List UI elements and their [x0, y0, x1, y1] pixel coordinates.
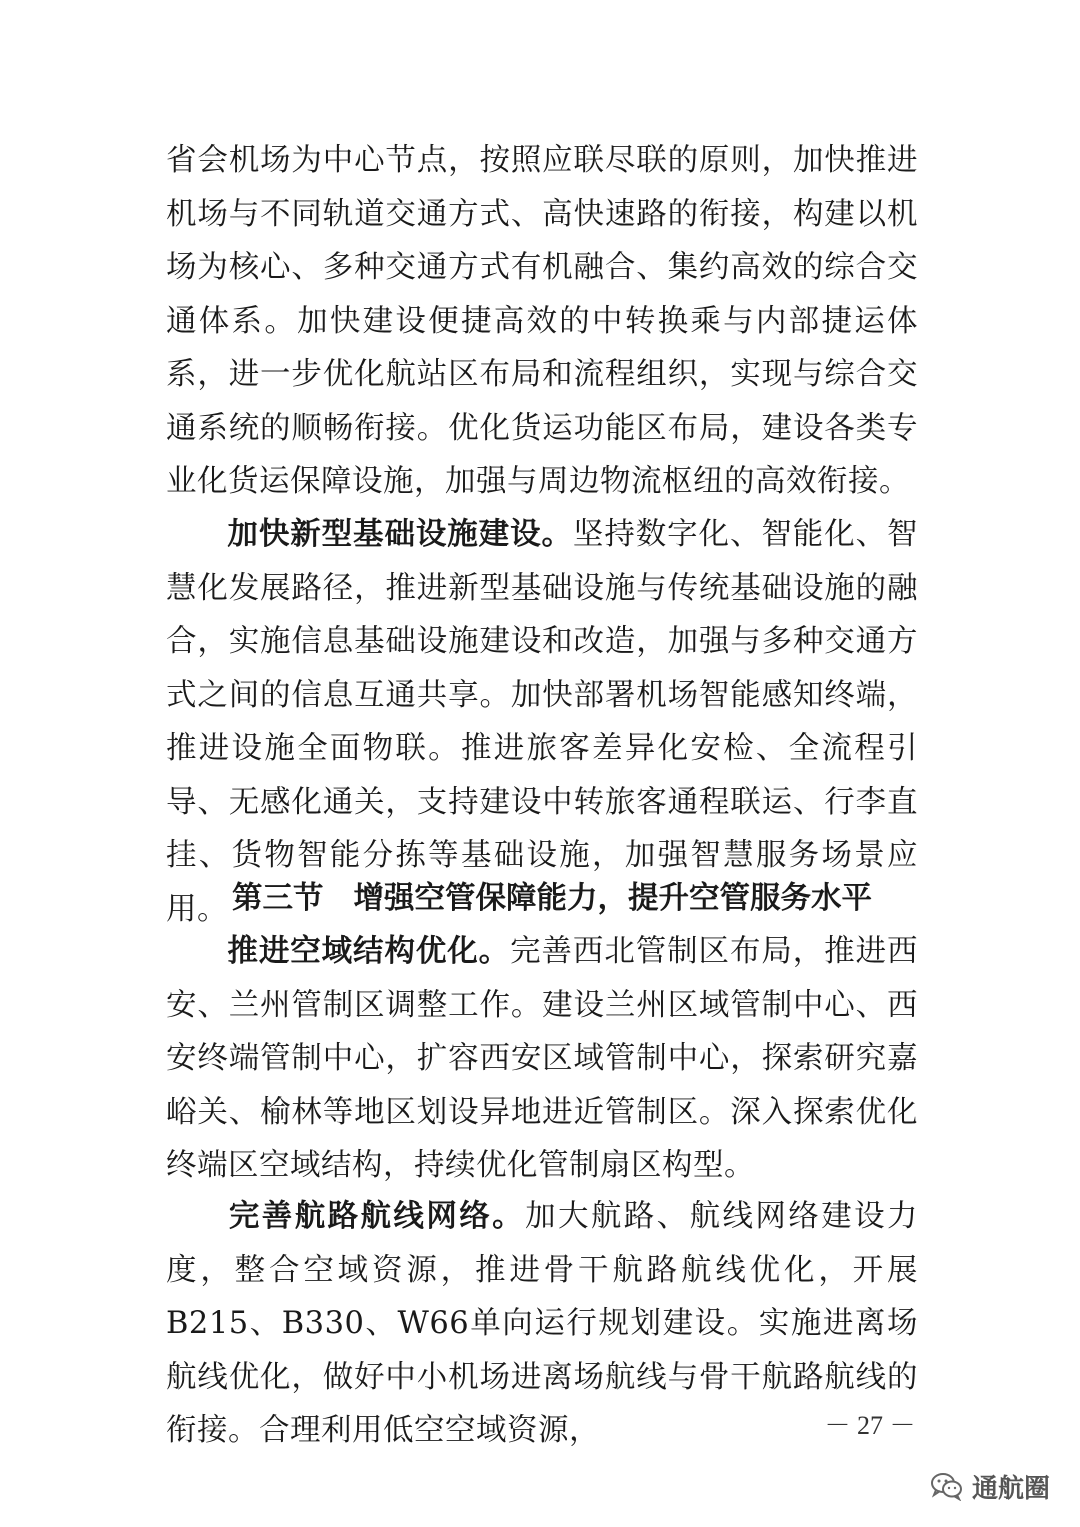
page-number: － 27 －: [824, 1411, 916, 1440]
paragraph-lead: 完善航路航线网络。: [227, 1198, 526, 1234]
paragraph-text: 加大航路、航线网络建设力度，整合空域资源，推进骨干航路航线优化，开展B215、B330、W66单向运行规划建设。实施进离场航线优化，做好中小机场进离场航线与骨干航路航线的衔接。合理利用低空空域资源，: [166, 1199, 919, 1448]
paragraph-route-network: [166, 1190, 918, 1458]
paragraph-text: 完善西北管制区布局，推进西安、兰州管制区调整工作。建设兰州区域管制中心、西安终端管制中心，扩容西安区域管制中心，探索研究嘉峪关、榆林等地区划设异地进近管制区。深入探索优化终端区空域结构，持续优化管制扇区构型。: [166, 934, 919, 1183]
wechat-icon: [930, 1471, 964, 1501]
paragraph-text: 坚持数字化、智能化、智慧化发展路径，推进新型基础设施与传统基础设施的融合，实施信息基础设施建设和改造，加强与多种交通方式之间的信息互通共享。加快部署机场智能感知终端，推进设施全面物联。推进旅客差异化安检、全流程引导、无感化通关，支持建设中转旅客通程联运、行李直挂、货物智能分拣等基础设施，加强智慧服务场景应用。: [166, 517, 919, 927]
section-title: 增强空管保障能力，提升空管服务水平: [353, 881, 872, 916]
watermark-label: 通航圈: [972, 1473, 1051, 1504]
paragraph-airspace-structure: [166, 925, 918, 1193]
section-heading: [232, 872, 932, 926]
paragraph-airport-hub: [166, 134, 918, 509]
section-number: 第三节: [232, 881, 324, 916]
paragraph-lead: 推进空域结构优化。: [227, 933, 511, 969]
watermark: [930, 1464, 1050, 1508]
paragraph-text: 省会机场为中心节点，按照应联尽联的原则，加快推进机场与不同轨道交通方式、高快速路的衔接，构建以机场为核心、多种交通方式有机融合、集约高效的综合交通体系。加快建设便捷高效的中转换乘与内部捷运体系，进一步优化航站区布局和流程组织，实现与综合交通系统的顺畅衔接。优化货运功能区布局，建设各类专业化货运保障设施，加强与周边物流枢纽的高效衔接。: [166, 143, 918, 499]
paragraph-lead: 加快新型基础设施建设。: [227, 516, 573, 552]
